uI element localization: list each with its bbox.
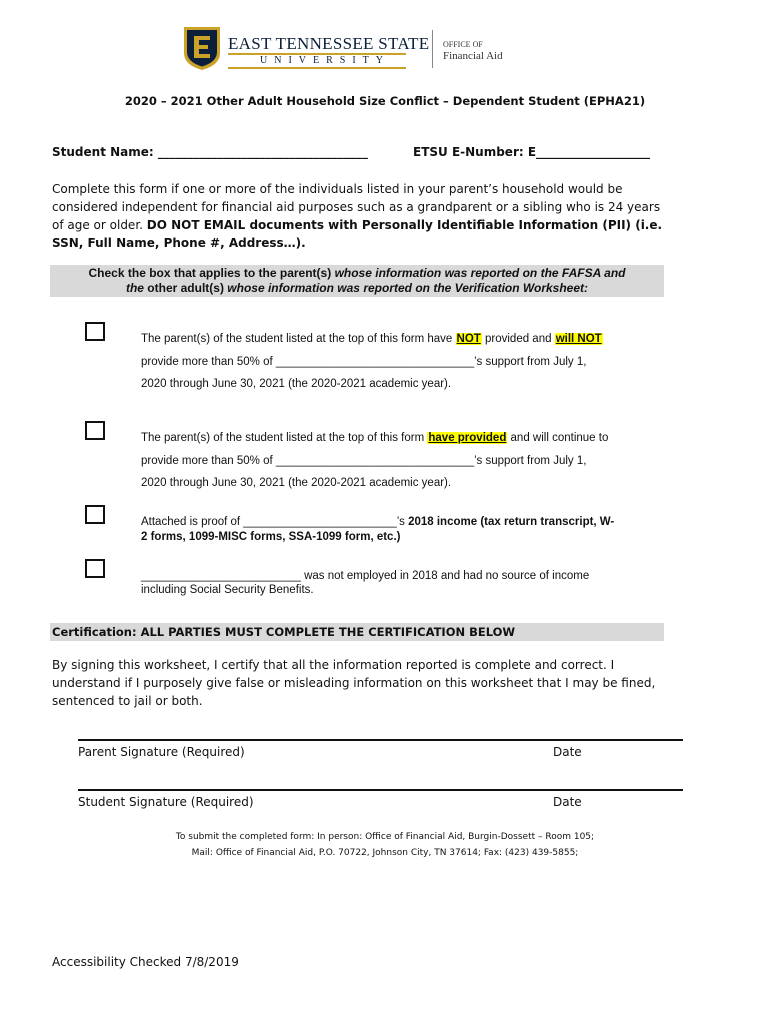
submit-line2: Mail: Office of Financial Aid, P.O. 70722, Johnson City, TN 37614; Fax: (423) 439-5855; [191,848,579,858]
student-signature-line[interactable] [78,789,683,791]
checkbox-have-provided[interactable] [85,421,105,440]
option3-text-a: Attached is proof of ________________________’s [141,516,409,528]
intro-text: Complete this form if one or more of the individuals listed in your parent’s household would be considered independent for financial aid purposes such as a grandparent or a sibling who is 24 years of age or older. [52,182,661,232]
option1-highlight-not: NOT [456,333,481,345]
instructions-text [50,266,664,296]
instr-part5: whose information was reported on the Verification Worksheet: [227,281,589,295]
option2-highlight-have-provided: have provided [428,432,507,444]
etsu-number-field[interactable]: ETSU E-Number: E___________________ [413,145,651,159]
instr-part4: other adult(s) [147,281,228,295]
intro-paragraph [52,180,664,252]
option1-line1 [141,328,603,351]
checkbox-not-provided[interactable] [85,322,105,341]
student-signature-label: Student Signature (Required) [78,795,254,809]
logo-underline [228,67,406,69]
submit-instructions [0,829,770,861]
option2-text-a: The parent(s) of the student listed at the top of this form [141,432,428,444]
option2-line1 [141,427,608,450]
option3-line1 [141,515,614,530]
option2-text-b: and will continue to [507,432,609,444]
university-subtitle: UNIVERSITY [260,55,390,66]
checkbox-proof-of-income[interactable] [85,505,105,524]
option3-text-bold: 2018 income (tax return transcript, W- [408,516,615,528]
student-date-label: Date [553,795,582,809]
option3-line2: 2 forms, 1099-MISC forms, SSA-1099 form, etc.) [141,531,401,543]
submit-line1: To submit the completed form: In person: Office of Financial Aid, Burgin-Dossett – Room 105; [175,832,595,842]
university-name: EAST TENNESSEE STATE [228,34,430,53]
option4-line2: including Social Security Benefits. [141,584,314,596]
option4-line1: _________________________ was not employed in 2018 and had no source of income [141,570,590,582]
certification-text: By signing this worksheet, I certify that all the information reported is complete and correct. I understand if I purposely give false or misleading information on this worksheet that I may be fined, sentenced to jail or both. [52,658,656,708]
option1-text-a: The parent(s) of the student listed at the top of this form have [141,333,456,345]
office-name: Financial Aid [443,50,503,62]
option1-highlight-will-not: will NOT [555,333,602,345]
instr-part3: the [125,281,148,295]
parent-date-label: Date [553,745,582,759]
office-of-label: OFFICE OF [443,40,483,49]
student-name-field[interactable]: Student Name: ___________________________________ [52,145,368,159]
option1-line2: provide more than 50% of _______________________________’s support from July 1, [141,356,587,368]
pii-warning: DO NOT EMAIL documents with Personally Identifiable Information (PII) (i.e. SSN, Full Name, Phone #, Address…). [52,218,663,250]
option1-text-b: provided and [481,333,555,345]
parent-signature-line[interactable] [78,739,683,741]
option2-line3: 2020 through June 30, 2021 (the 2020-2021 academic year). [141,477,452,489]
parent-signature-label: Parent Signature (Required) [78,745,245,759]
accessibility-note: Accessibility Checked 7/8/2019 [52,955,239,969]
checkbox-not-employed[interactable] [85,559,105,578]
instr-part1: Check the box that applies to the parent(s) [88,266,335,280]
instr-part2: whose information was reported on the FAFSA and [334,266,626,280]
option1-line3: 2020 through June 30, 2021 (the 2020-2021 academic year). [141,378,452,390]
certification-heading: Certification: ALL PARTIES MUST COMPLETE THE CERTIFICATION BELOW [52,625,516,639]
etsu-shield-logo-icon [182,25,222,71]
form-title: 2020 – 2021 Other Adult Household Size Conflict – Dependent Student (EPHA21) [124,94,646,108]
office-divider [432,30,433,68]
option2-line2: provide more than 50% of _______________________________’s support from July 1, [141,455,587,467]
